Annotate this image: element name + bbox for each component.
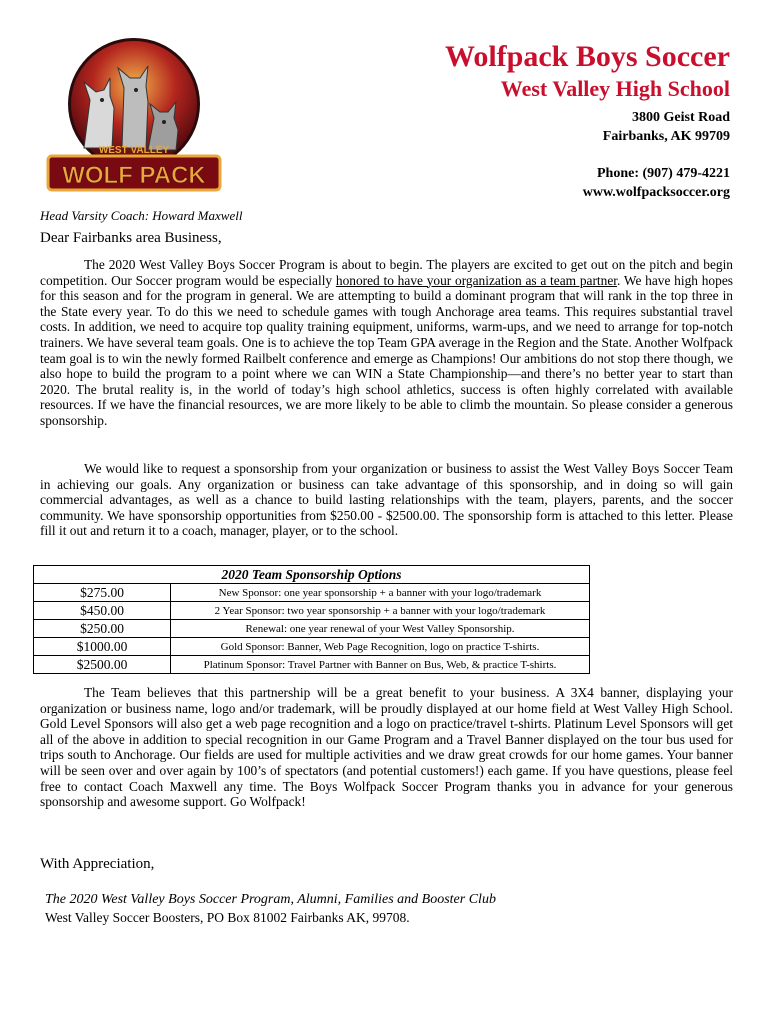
paragraph-1-end: . We have high hopes for this season and for the program in general. We are attempting to build a dominant program that will rank in the top three in the State every year. To do this we need to schedule games with tough Anchorage area teams. This requires substantial travel costs. In addition, we need to acquire top quality training equipment, uniforms, warm-ups, and we need to arrange for top-notch trainers. We have several team goals. One is to achieve the top Team GPA average in the Region and the State. Another Wolfpack team goal is to win the newly formed Railbelt conference and emerge as Champions! Our ambitions do not stop there though, we also hope to build the program to a point where we can WIN a State Championship—and there’s no better year to start than 2020. The brutal reality is, in the world of today’s high school athletics, success is often highly correlated with available resources. If we have the financial resources, we are more likely to be able to climb the mountain. So please consider a generous sponsorship. <box>40 272 733 428</box>
signature-line-1: The 2020 West Valley Boys Soccer Program, Alumni, Families and Booster Club <box>45 892 496 907</box>
paragraph-1-underlined: honored to have your organization as a team partner <box>335 272 618 288</box>
description-cell: New Sponsor: one year sponsorship + a banner with your logo/trademark <box>171 584 590 602</box>
table-title: 2020 Team Sponsorship Options <box>34 566 590 584</box>
price-cell: $2500.00 <box>34 656 171 674</box>
paragraph-1-start: The 2020 West Valley Boys Soccer Program is about to begin. The players are excited to get out on the pitch and begin competition. Our Soccer program would be especially <box>40 257 733 288</box>
description-cell: Renewal: one year renewal of your West Valley Sponsorship. <box>171 620 590 638</box>
price-cell: $275.00 <box>34 584 171 602</box>
price-cell: $1000.00 <box>34 638 171 656</box>
description-cell: Gold Sponsor: Banner, Web Page Recognition, logo on practice T-shirts. <box>171 638 590 656</box>
description-cell: Platinum Sponsor: Travel Partner with Banner on Bus, Web, & practice T-shirts. <box>171 656 590 674</box>
wolf-pack-logo <box>44 38 224 198</box>
table-row <box>34 620 590 638</box>
coach-line: Head Varsity Coach: Howard Maxwell <box>40 208 243 223</box>
paragraph-2: We would like to request a sponsorship from your organization or business to assist the West Valley Boys Soccer Team in achieving our goals. Any organization or business can take advantage of this sponsorship, and in doing so will gain commercial advantages, as well as a chance to build lasting relationships with the team, players, parents, and the soccer community. We have sponsorship opportunities from $250.00 - $2500.00. The sponsorship form is attached to this letter. Please fill it out and return it to a coach, manager, player, or to the school. <box>40 461 733 539</box>
logo-text-main: WOLF PACK <box>62 162 206 189</box>
address-line-1: 3800 Geist Road <box>632 110 730 125</box>
closing: With Appreciation, <box>40 856 155 872</box>
table-row <box>34 638 590 656</box>
table-row <box>34 584 590 602</box>
salutation: Dear Fairbanks area Business, <box>40 230 222 246</box>
phone-number: Phone: (907) 479-4221 <box>597 166 730 181</box>
signature-line-2: West Valley Soccer Boosters, PO Box 81002 Fairbanks AK, 99708. <box>45 910 410 925</box>
description-cell: 2 Year Sponsor: two year sponsorship + a banner with your logo/trademark <box>171 602 590 620</box>
website-link[interactable]: www.wolfpacksoccer.org <box>582 185 730 200</box>
sponsorship-options-table <box>33 565 590 674</box>
letterhead-title: Wolfpack Boys Soccer <box>445 40 730 73</box>
school-name: West Valley High School <box>500 76 730 101</box>
table-row <box>34 656 590 674</box>
paragraph-1 <box>40 257 733 429</box>
price-cell: $250.00 <box>34 620 171 638</box>
table-row <box>34 602 590 620</box>
logo-text-top: WEST VALLEY <box>98 145 170 156</box>
letterhead <box>445 40 730 202</box>
paragraph-3: The Team believes that this partnership will be a great benefit to your business. A 3X4 banner, displaying your organization or business name, logo and/or trademark, will be proudly displayed at our home field at West Valley High School. Gold Level Sponsors will also get a web page recognition and a logo on practice/travel t-shirts. Platinum Level Sponsors will get all of the above in addition to special recognition in our Game Program and a Travel Banner displayed on the tour bus used for trips south to Anchorage. Our fields are used for multiple activities and we draw great crowds for our home games. Your banner will be seen over and over again by 100’s of spectators (and potential customers!) each game. If you have questions, please feel free to contact Coach Maxwell any time. The Boys Wolfpack Soccer Program thanks you in advance for your generous sponsorship and awesome support. Go Wolfpack! <box>40 685 733 810</box>
price-cell: $450.00 <box>34 602 171 620</box>
address-line-2: Fairbanks, AK 99709 <box>602 129 730 144</box>
